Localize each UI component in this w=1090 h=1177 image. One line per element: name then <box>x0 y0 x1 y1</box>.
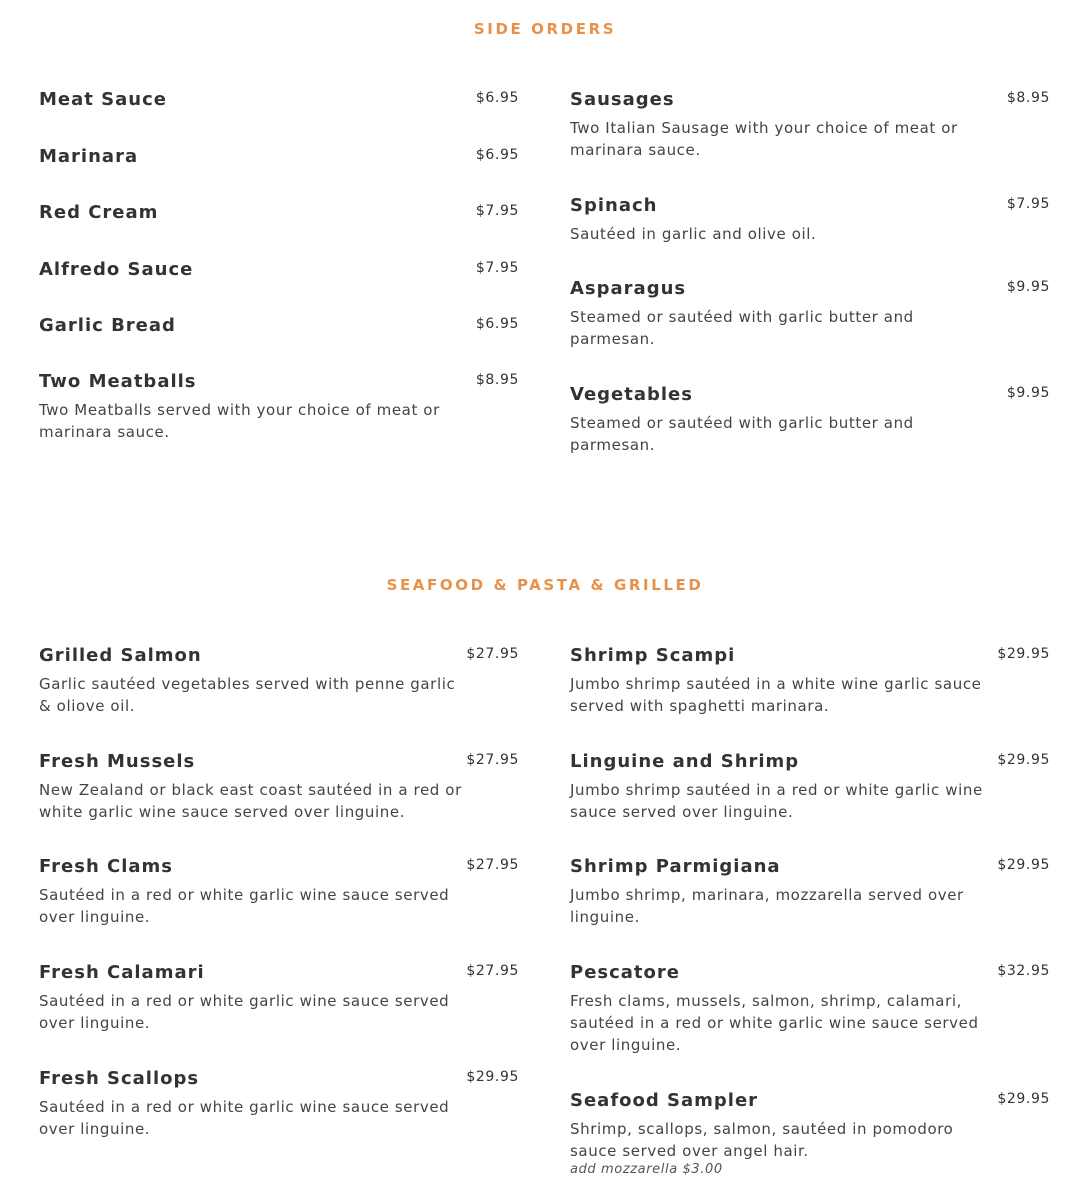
item-name: Fresh Calamari <box>39 962 205 983</box>
item-name: Spinach <box>570 195 658 216</box>
item-description: Two Meatballs served with your choice of meat or marinara sauce. <box>39 401 440 441</box>
item-name: Fresh Mussels <box>39 751 196 772</box>
item-price: $29.95 <box>997 1091 1050 1107</box>
item-name: Fresh Scallops <box>39 1068 200 1089</box>
section-title-seafood-pasta-grilled: SEAFOOD & PASTA & GRILLED <box>386 576 704 594</box>
item-price: $6.95 <box>475 90 519 106</box>
item-price: $8.95 <box>1006 90 1050 106</box>
item-description: Steamed or sautéed with garlic butter and parmesan. <box>570 414 914 454</box>
item-price: $29.95 <box>997 752 1050 768</box>
item-description: Sautéed in a red or white garlic wine sauce served over linguine. <box>39 1098 450 1138</box>
item-price: $32.95 <box>997 963 1050 979</box>
item-name: Sausages <box>570 89 675 110</box>
item-price: $7.95 <box>475 203 519 219</box>
item-price: $9.95 <box>1006 279 1050 295</box>
item-description: Jumbo shrimp sautéed in a white wine garlic sauce served with spaghetti marinara. <box>570 675 982 715</box>
item-price: $6.95 <box>475 147 519 163</box>
item-name: Marinara <box>39 146 139 167</box>
item-name: Asparagus <box>570 278 687 299</box>
item-description: New Zealand or black east coast sautéed in a red or white garlic wine sauce served over linguine. <box>39 781 462 821</box>
item-price: $7.95 <box>475 260 519 276</box>
item-price: $29.95 <box>997 857 1050 873</box>
item-price: $6.95 <box>475 316 519 332</box>
item-description: Sautéed in garlic and olive oil. <box>570 225 817 243</box>
item-description: Sautéed in a red or white garlic wine sauce served over linguine. <box>39 886 450 926</box>
item-name: Meat Sauce <box>39 89 167 110</box>
item-name: Shrimp Parmigiana <box>570 856 781 877</box>
item-price: $27.95 <box>466 857 519 873</box>
item-price: $29.95 <box>466 1069 519 1085</box>
item-name: Vegetables <box>570 384 693 405</box>
item-name: Red Cream <box>39 202 159 223</box>
item-price: $27.95 <box>466 646 519 662</box>
item-name: Shrimp Scampi <box>570 645 736 666</box>
item-description: Shrimp, scallops, salmon, sautéed in pomodoro sauce served over angel hair. <box>570 1120 954 1160</box>
item-description: Garlic sautéed vegetables served with penne garlic & oliove oil. <box>39 675 456 715</box>
item-name: Pescatore <box>570 962 680 983</box>
item-price: $8.95 <box>475 372 519 388</box>
item-add-on-note: add mozzarella $3.00 <box>570 1162 723 1177</box>
item-name: Fresh Clams <box>39 856 174 877</box>
item-name: Seafood Sampler <box>570 1090 759 1111</box>
item-price: $27.95 <box>466 752 519 768</box>
item-price: $9.95 <box>1006 385 1050 401</box>
item-description: Sautéed in a red or white garlic wine sauce served over linguine. <box>39 992 450 1032</box>
item-name: Alfredo Sauce <box>39 259 194 280</box>
item-description: Jumbo shrimp sautéed in a red or white garlic wine sauce served over linguine. <box>570 781 983 821</box>
item-price: $27.95 <box>466 963 519 979</box>
item-name: Linguine and Shrimp <box>570 751 800 772</box>
section-title-side-orders: SIDE ORDERS <box>473 20 617 38</box>
item-price: $29.95 <box>997 646 1050 662</box>
item-name: Two Meatballs <box>39 371 197 392</box>
item-price: $7.95 <box>1006 196 1050 212</box>
item-description: Two Italian Sausage with your choice of meat or marinara sauce. <box>570 119 958 159</box>
item-name: Grilled Salmon <box>39 645 202 666</box>
item-description: Steamed or sautéed with garlic butter and parmesan. <box>570 308 914 348</box>
item-name: Garlic Bread <box>39 315 176 336</box>
item-description: Fresh clams, mussels, salmon, shrimp, calamari, sautéed in a red or white garlic wine sauce served over linguine. <box>570 992 979 1054</box>
item-description: Jumbo shrimp, marinara, mozzarella served over linguine. <box>570 886 964 926</box>
